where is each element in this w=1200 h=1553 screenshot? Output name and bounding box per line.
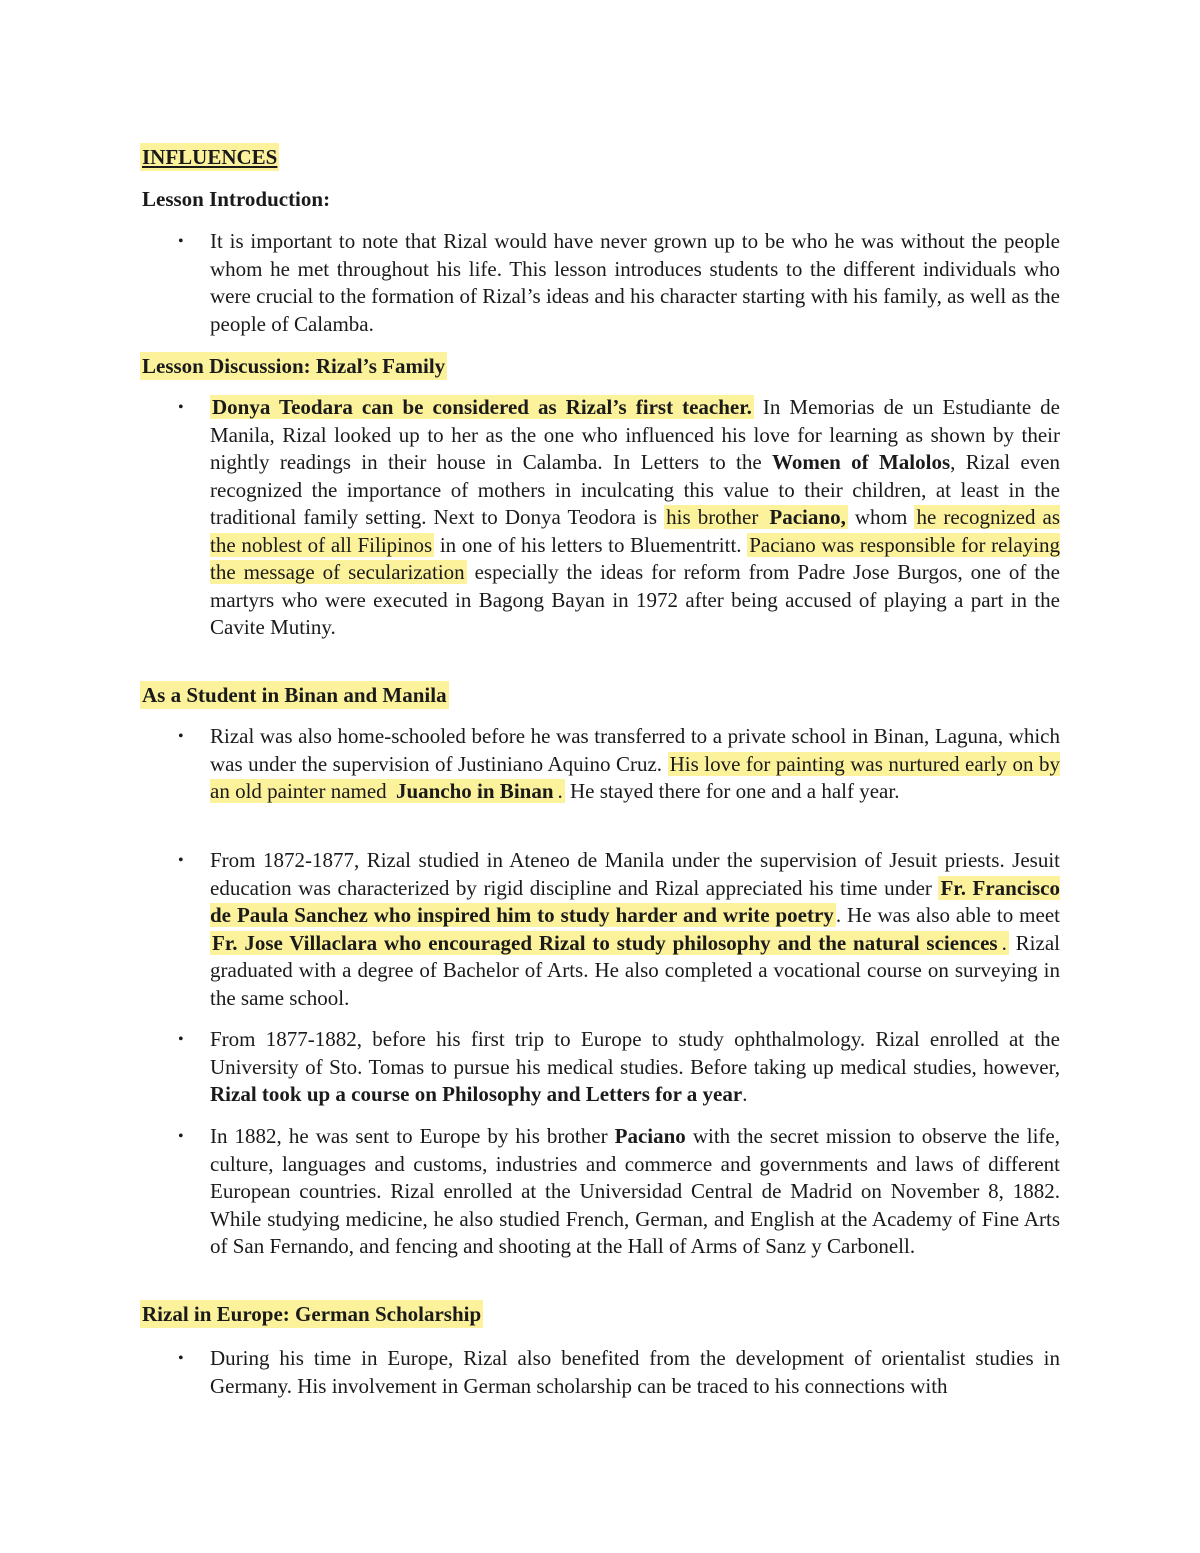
- text-run: From 1877-1882, before his first trip to Europe to study ophthalmology. Rizal enrolled at the University of Sto. Tomas to pursue his medical studies. Before taking up medical studies, however,: [210, 1027, 1060, 1079]
- highlighted-text: .: [557, 779, 563, 803]
- highlighted-text: Juancho in Binan: [395, 779, 554, 803]
- section-heading-rizals-family: Lesson Discussion: Rizal’s Family: [142, 354, 446, 378]
- bullet-text: [210, 1345, 1060, 1400]
- bullet-icon: •: [178, 1350, 184, 1367]
- page-title: INFLUENCES: [142, 145, 278, 169]
- bold-text: Women of Malolos: [772, 450, 951, 474]
- text-run: , Rizal even recognized the importance of mothers in inculcating this value to their children, at least in the traditional family setting. Next to Donya Teodora is: [210, 450, 1060, 529]
- text-run: especially the ideas for reform from Padre Jose Burgos, one of the martyrs who were executed in Bagong Bayan in 1972 after being accused of playing a part in the Cavite Mutiny.: [210, 560, 1060, 639]
- bullet-icon: •: [178, 1031, 184, 1048]
- highlighted-text: .: [1001, 930, 1007, 955]
- bold-text: Rizal took up a course on Philosophy and Letters for a year: [210, 1082, 743, 1106]
- bullet-text: [210, 394, 1060, 642]
- bold-text: Paciano: [614, 1124, 686, 1148]
- text-run: in one of his letters to Bluementritt.: [434, 532, 748, 557]
- bullet-text: [210, 847, 1060, 1012]
- bullet-icon: •: [178, 233, 184, 250]
- highlighted-text: Fr. Jose Villaclara who encouraged Rizal to study philosophy and the natural sciences: [212, 930, 998, 955]
- bullet-text: [210, 723, 1060, 806]
- section-heading-german-scholarship: Rizal in Europe: German Scholarship: [142, 1302, 482, 1326]
- text-run: whom: [847, 505, 915, 529]
- text-run: He stayed there for one and a half year.: [564, 779, 900, 803]
- text-run: It is important to note that Rizal would have never grown up to be who he was without the people whom he met throughout his life. This lesson introduces students to the different individuals who were crucial to the formation of Rizal’s ideas and his character starting with his family, as well as the people of Calamba.: [210, 229, 1060, 336]
- text-run: Rizal was also home-schooled before he was transferred to a private school in Binan, Laguna, which was under the supervision of Justiniano Aquino Cruz.: [210, 724, 1060, 776]
- text-run: with the secret mission to observe the life, culture, languages and customs, industries and commerce and governments and laws of different European countries. Rizal enrolled at the Universidad Central de Madrid on November 8, 1882. While studying medicine, he also studied French, German, and English at the Academy of Fine Arts of San Fernando, and fencing and shooting at the Hall of Arms of Sanz y Carbonell.: [210, 1124, 1060, 1258]
- text-run: In Memorias de un Estudiante de Manila, Rizal looked up to her as the one who influenced his love for learning as shown by their nightly readings in their house in Calamba. In Letters to the: [210, 395, 1060, 474]
- text-run: In 1882, he was sent to Europe by his brother: [210, 1124, 615, 1148]
- highlighted-text: Paciano,: [769, 505, 846, 529]
- highlighted-text: he recognized as the noblest of all Filipinos: [210, 505, 1060, 557]
- bullet-text: [210, 1123, 1060, 1261]
- text-run: . He was also able to meet: [835, 903, 1060, 927]
- highlighted-text: his brother: [666, 505, 766, 529]
- bullet-icon: •: [178, 399, 184, 416]
- section-heading-student-binan-manila: As a Student in Binan and Manila: [142, 683, 447, 707]
- highlighted-text: Paciano was responsible for relaying the message of secularization: [210, 532, 1060, 584]
- text-run: .: [742, 1082, 748, 1106]
- section-heading-lesson-introduction: Lesson Introduction:: [142, 187, 331, 211]
- text-run: From 1872-1877, Rizal studied in Ateneo de Manila under the supervision of Jesuit priests. Jesuit education was characterized by rigid discipline and Rizal appreciated his time under: [210, 848, 1060, 900]
- bullet-icon: •: [178, 728, 184, 745]
- text-run: Rizal graduated with a degree of Bachelor of Arts. He also completed a vocational course on surveying in the same school.: [210, 930, 1060, 1010]
- bullet-text: [210, 1026, 1060, 1109]
- text-run: During his time in Europe, Rizal also benefited from the development of orientalist studies in Germany. His involvement in German scholarship can be traced to his connections with: [210, 1346, 1060, 1398]
- bullet-text: [210, 228, 1060, 338]
- highlighted-text: Donya Teodara can be considered as Rizal’s first teacher.: [212, 395, 752, 419]
- highlighted-text: His love for painting was nurtured early on by an old painter named: [210, 751, 1060, 803]
- bullet-icon: •: [178, 1128, 184, 1145]
- bullet-icon: •: [178, 852, 184, 869]
- highlighted-text: Fr. Francisco de Paula Sanchez who inspired him to study harder and write poetry: [210, 875, 1060, 927]
